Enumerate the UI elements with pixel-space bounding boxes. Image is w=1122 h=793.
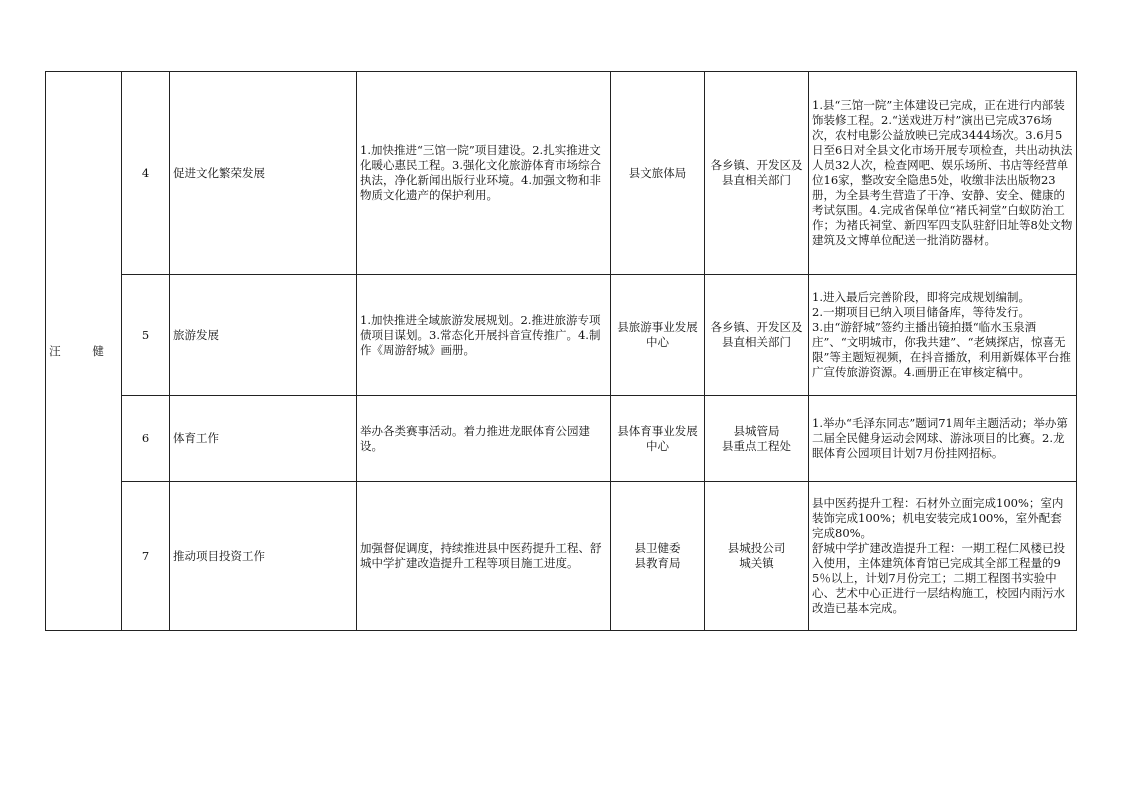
cooperating-unit: 各乡镇、开发区及县直相关部门 <box>705 72 809 275</box>
lead-unit: 县旅游事业发展中心 <box>611 275 705 396</box>
task-name: 促进文化繁荣发展 <box>170 72 357 275</box>
task-measures: 举办各类赛事活动。着力推进龙眠体育公园建设。 <box>357 396 611 482</box>
lead-unit-line: 县卫健委 <box>634 541 681 555</box>
work-progress-table <box>45 71 1077 631</box>
cooperating-unit-line: 县重点工程处 <box>722 438 791 453</box>
lead-unit-line: 县教育局 <box>634 556 681 570</box>
table-row <box>46 396 1077 482</box>
progress-text <box>809 275 1077 396</box>
cooperating-unit: 各乡镇、开发区及县直相关部门 <box>705 275 809 396</box>
task-name: 旅游发展 <box>170 275 357 396</box>
cooperating-unit <box>705 396 809 482</box>
progress-text: 1.县“三馆一院”主体建设已完成，正在进行内部装饰装修工程。2.“送戏进万村”演出已完成376场次，农村电影公益放映已完成3444场次。3.6月5日至6日对全县文化市场开展专项检查，共出动执法人员32人次，检查网吧、娱乐场所、书店等经营单位16家，整改安全隐患5处，收缴非法出版物23册，为全县考生营造了干净、安静、安全、健康的考试氛围。4.完成省保单位“褚氏祠堂”白蚁防治工作；为褚氏祠堂、新四军四支队驻舒旧址等8处文物建筑及文博单位配送一批消防器材。 <box>809 72 1077 275</box>
lead-unit <box>611 482 705 631</box>
progress-text: 1.举办“毛泽东同志”题词71周年主题活动；举办第二届全民健身运动会网球、游泳项目的比赛。2.龙眠体育公园项目计划7月份挂网招标。 <box>809 396 1077 482</box>
task-name: 体育工作 <box>170 396 357 482</box>
progress-line: 2.一期项目已纳入项目储备库，等待发行。 <box>812 305 1030 319</box>
row-number: 4 <box>122 72 170 275</box>
task-measures: 加强督促调度，持续推进县中医药提升工程、舒城中学扩建改造提升工程等项目施工进度。 <box>357 482 611 631</box>
task-measures: 1.加快推进全域旅游发展规划。2.推进旅游专项债项目谋划。3.常态化开展抖音宣传推广。4.制作《周游舒城》画册。 <box>357 275 611 396</box>
table-row <box>46 482 1077 631</box>
progress-line: 3.由“游舒城”签约主播出镜拍摄“临水玉泉酒庄”、“文明城市，你我共建”、“老姨探店，惊喜无限”等主题短视频，在抖音播放，利用新媒体平台推广宣传旅游资源。4.画册正在审核定稿中。 <box>812 320 1071 379</box>
lead-unit: 县文旅体局 <box>611 72 705 275</box>
task-name: 推动项目投资工作 <box>170 482 357 631</box>
row-number: 6 <box>122 396 170 482</box>
progress-line: 县中医药提升工程：石材外立面完成100%；室内装饰完成100%；机电安装完成100%，室外配套完成80%。 <box>812 496 1064 540</box>
row-number: 5 <box>122 275 170 396</box>
cooperating-unit-line: 县城投公司 <box>727 541 786 555</box>
cooperating-unit-line: 城关镇 <box>739 556 774 570</box>
table-row <box>46 72 1077 275</box>
lead-unit: 县体育事业发展中心 <box>611 396 705 482</box>
row-number: 7 <box>122 482 170 631</box>
progress-text <box>809 482 1077 631</box>
responsible-leader-cell: 汪 健 <box>46 72 122 631</box>
cooperating-unit <box>705 482 809 631</box>
task-measures: 1.加快推进“三馆一院”项目建设。2.扎实推进文化暖心惠民工程。3.强化文化旅游体育市场综合执法，净化新闻出版行业环境。4.加强文物和非物质文化遗产的保护利用。 <box>357 72 611 275</box>
table-row <box>46 275 1077 396</box>
cooperating-unit-line: 县城管局 <box>733 423 780 438</box>
progress-line: 1.进入最后完善阶段，即将完成规划编制。 <box>812 290 1030 304</box>
progress-line: 舒城中学扩建改造提升工程：一期工程仁风楼已投入使用，主体建筑体育馆已完成其全部工程量的95％以上，计划7月份完工；二期工程图书实验中心、艺术中心正进行一层结构施工，校园内雨污水改造已基本完成。 <box>812 541 1065 615</box>
